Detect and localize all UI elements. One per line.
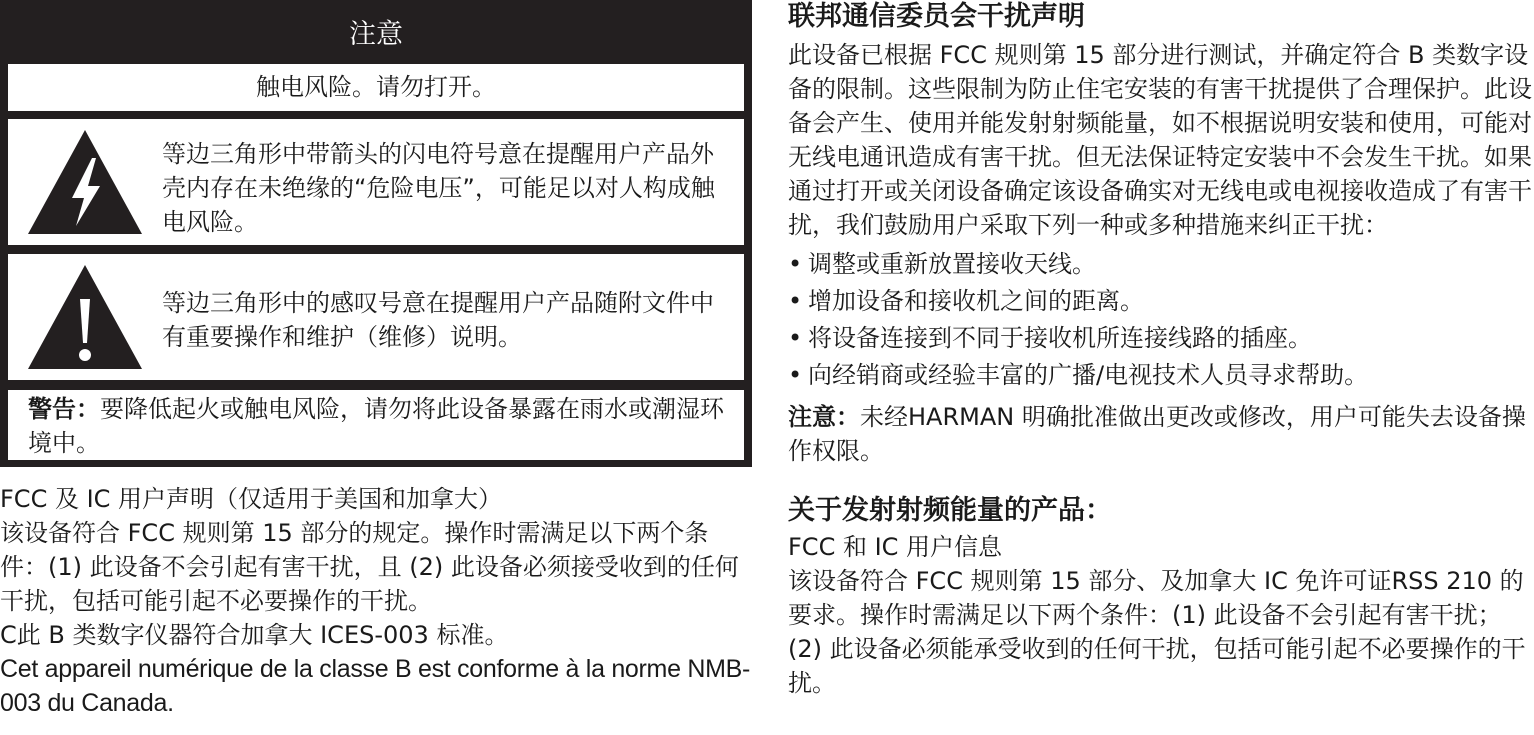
rf-user-info-heading: FCC 和 IC 用户信息 xyxy=(788,533,1003,561)
lightning-symbol-panel xyxy=(8,119,744,245)
fcc-ic-paragraph-french: Cet appareil numérique de la classe B est conforme à la norme NMB-003 du Canada. xyxy=(0,655,751,717)
modification-note xyxy=(788,400,1534,468)
list-item: • 向经销商或经验丰富的广播/电视技术人员寻求帮助。 xyxy=(788,357,1534,394)
fcc-ic-paragraph-1: 该设备符合 FCC 规则第 15 部分的规定。操作时需满足以下两个条件：(1) 此设备不会引起有害干扰，且 (2) 此设备必须接受收到的任何干扰，包括可能引起不必要操作的干扰。 xyxy=(0,519,739,615)
note-label: 注意： xyxy=(788,403,860,431)
lightning-symbol-description: 等边三角形中带箭头的闪电符号意在提醒用户产品外壳内存在未绝缘的“危险电压”，可能足以对人构成触电风险。 xyxy=(162,140,715,236)
remedy-list xyxy=(788,246,1534,394)
left-column xyxy=(0,0,752,717)
warning-notice xyxy=(8,390,744,460)
list-item: • 将设备连接到不同于接收机所连接线路的插座。 xyxy=(788,320,1534,357)
shock-risk-notice: 触电风险。请勿打开。 xyxy=(8,64,744,111)
fcc-ic-heading: FCC 及 IC 用户声明（仅适用于美国和加拿大） xyxy=(0,485,503,513)
fcc-ic-paragraph-2: C此 B 类数字仪器符合加拿大 ICES-003 标准。 xyxy=(0,621,509,649)
fcc-interference-title: 联邦通信委员会干扰声明 xyxy=(788,1,1085,32)
note-text: 未经HARMAN 明确批准做出更改或修改，用户可能失去设备操作权限。 xyxy=(788,403,1526,465)
exclamation-symbol-panel xyxy=(8,254,744,380)
exclamation-triangle-icon xyxy=(26,263,144,371)
exclamation-symbol-description: 等边三角形中的感叹号意在提醒用户产品随附文件中有重要操作和维护（维修）说明。 xyxy=(162,289,714,351)
rf-user-info-body: 该设备符合 FCC 规则第 15 部分、及加拿大 IC 免许可证RSS 210 的要求。操作时需满足以下两个条件：(1) 此设备不会引起有害干扰；(2) 此设备必须能承受收到的任何干扰，包括可能引起不必要操作的干扰。 xyxy=(788,567,1526,697)
rf-products-title: 关于发射射频能量的产品： xyxy=(788,495,1112,526)
caution-box xyxy=(0,0,752,467)
warning-text: 要降低起火或触电风险，请勿将此设备暴露在雨水或潮湿环境中。 xyxy=(28,395,724,457)
list-item: • 调整或重新放置接收天线。 xyxy=(788,246,1534,283)
warning-label: 警告： xyxy=(28,395,100,423)
lightning-triangle-icon xyxy=(26,128,144,236)
right-column xyxy=(788,0,1534,700)
caution-title: 注意 xyxy=(349,19,403,50)
fcc-ic-statement xyxy=(0,482,752,720)
list-item: • 增加设备和接收机之间的距离。 xyxy=(788,283,1534,320)
fcc-interference-body: 此设备已根据 FCC 规则第 15 部分进行测试，并确定符合 B 类数字设备的限制。这些限制为防止住宅安装的有害干扰提供了合理保护。此设备会产生、使用并能发射射频能量，如不根据说明安装和使用，可能对无线电通讯造成有害干扰。但无法保证特定安装中不会发生干扰。如果通过打开或关闭设备确定该设备确实对无线电或电视接收造成了有害干扰，我们鼓励用户采取下列一种或多种措施来纠正干扰： xyxy=(788,41,1532,239)
